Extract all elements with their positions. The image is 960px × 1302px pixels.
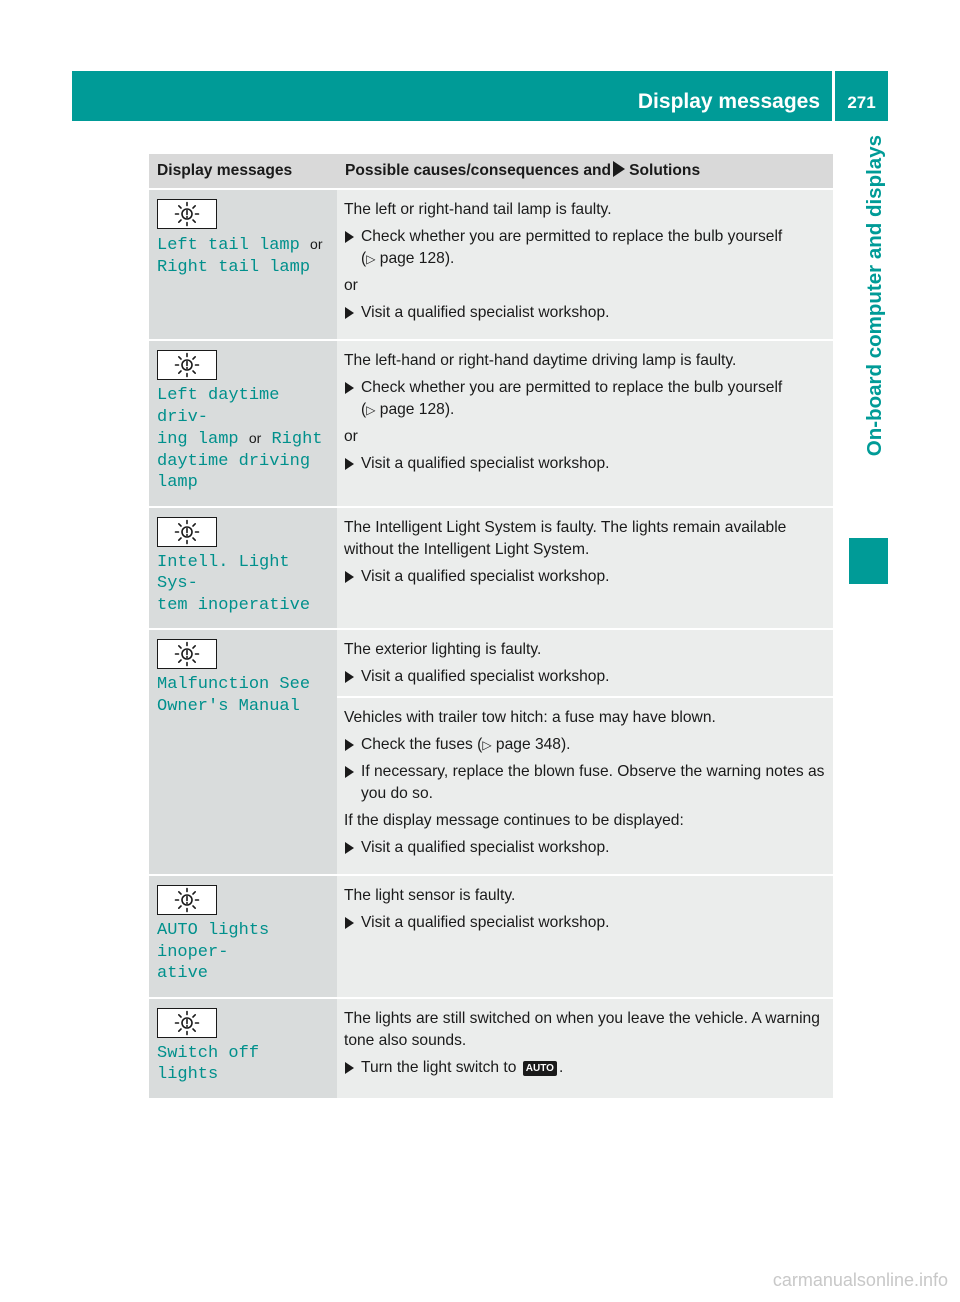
message-text: Left daytime driv‐	[157, 386, 280, 427]
bulb-warning-icon	[157, 350, 217, 380]
or-text: or	[344, 428, 358, 445]
bulb-warning-icon	[157, 199, 217, 229]
bulb-warning-icon	[157, 517, 217, 547]
message-text: Right	[271, 430, 323, 449]
cause-text: The Intelligent Light System is faulty. The lights remain available without the Intelligent Light System.	[344, 518, 787, 558]
message-text: ative	[157, 964, 209, 983]
action-item: Visit a qualified specialist workshop.	[344, 453, 825, 475]
or-label: or	[248, 430, 262, 446]
cause-text: The light sensor is faulty.	[344, 887, 516, 904]
message-text: tem inoperative	[157, 595, 311, 615]
message-cell	[149, 629, 337, 875]
page-reference-icon: ▷	[482, 738, 492, 752]
column-header-solutions-text: Solutions	[629, 162, 701, 179]
column-header-causes	[337, 154, 833, 189]
solution-cell	[337, 189, 833, 340]
chapter-tab-marker	[849, 538, 888, 584]
message-cell	[149, 998, 337, 1099]
column-header-causes-text: Possible causes/consequences and	[345, 162, 612, 179]
solutions-arrow-icon	[613, 161, 625, 177]
solution-cell	[337, 507, 833, 630]
solution-cell	[337, 340, 833, 507]
action-item: Visit a qualified specialist workshop.	[344, 912, 825, 934]
table-header-row	[149, 154, 833, 189]
page-title: Display messages	[637, 90, 820, 113]
action-arrow-icon	[345, 671, 354, 683]
message-text: ing lamp	[157, 430, 239, 449]
action-item: Turn the light switch to AUTO .	[344, 1057, 825, 1079]
row-divider	[337, 696, 833, 698]
chapter-tab-label: On-board computer and displays	[863, 135, 886, 457]
message-text: Right tail lamp	[157, 257, 311, 277]
message-cell	[149, 340, 337, 507]
action-arrow-icon	[345, 571, 354, 583]
action-item: Visit a qualified specialist workshop.	[344, 837, 825, 859]
page-reference-icon: ▷	[366, 252, 376, 266]
action-arrow-icon	[345, 231, 354, 243]
cause-text: The left or right-hand tail lamp is faulty.	[344, 201, 612, 218]
message-text: Malfunction See	[157, 675, 311, 694]
header-bar	[72, 71, 888, 121]
action-item: Visit a qualified specialist workshop.	[344, 666, 825, 688]
table-row	[149, 340, 833, 507]
page-reference: page 348).	[495, 736, 571, 753]
message-text: AUTO	[157, 921, 198, 940]
message-text: Switch off lights	[157, 1043, 260, 1084]
column-header-messages: Display messages	[149, 154, 337, 189]
message-cell	[149, 507, 337, 630]
message-text: Intell. Light Sys‐	[157, 552, 290, 593]
watermark: carmanualsonline.info	[772, 1270, 948, 1290]
display-messages-table	[149, 154, 833, 1100]
action-arrow-icon	[345, 458, 354, 470]
note-text: If the display message continues to be displayed:	[344, 812, 684, 829]
cause-text: The lights are still switched on when you leave the vehicle. A warning tone also sounds.	[344, 1009, 820, 1049]
message-text: daytime driving	[157, 451, 311, 471]
table-row	[149, 189, 833, 340]
auto-switch-icon: AUTO	[523, 1061, 557, 1076]
bulb-warning-icon	[157, 639, 217, 669]
message-text: Left tail lamp	[157, 236, 300, 255]
action-arrow-icon	[345, 307, 354, 319]
solution-cell	[337, 629, 833, 875]
cause-text: The exterior lighting is faulty.	[344, 641, 542, 658]
bulb-warning-icon	[157, 885, 217, 915]
action-item: Visit a qualified specialist workshop.	[344, 302, 825, 324]
page-reference: page 128).	[379, 250, 455, 267]
cause-text: Vehicles with trailer tow hitch: a fuse may have blown.	[344, 709, 716, 726]
table-row	[149, 998, 833, 1099]
action-item: Check the fuses (▷ page 348).	[344, 734, 825, 756]
action-arrow-icon	[345, 739, 354, 751]
message-cell	[149, 875, 337, 998]
table-row	[149, 875, 833, 998]
action-item: Check whether you are permitted to replace the bulb yourself (▷ page 128).	[344, 226, 825, 270]
action-arrow-icon	[345, 842, 354, 854]
solution-cell	[337, 998, 833, 1099]
message-text: Owner's Manual	[157, 696, 300, 716]
message-cell	[149, 189, 337, 340]
page-reference: page 128).	[379, 401, 455, 418]
table-row	[149, 629, 833, 875]
chapter-tab	[848, 135, 890, 535]
action-arrow-icon	[345, 382, 354, 394]
or-label: or	[310, 236, 323, 252]
bulb-warning-icon	[157, 1008, 217, 1038]
cause-text: The left-hand or right-hand daytime driving lamp is faulty.	[344, 352, 737, 369]
page-reference-icon: ▷	[366, 403, 376, 417]
table-row	[149, 507, 833, 630]
action-item: Visit a qualified specialist workshop.	[344, 566, 825, 588]
solution-cell	[337, 875, 833, 998]
action-item: Check whether you are permitted to replace the bulb yourself (▷ page 128).	[344, 377, 825, 421]
action-arrow-icon	[345, 917, 354, 929]
page-number: 271	[847, 93, 876, 112]
message-text: lamp	[157, 473, 198, 492]
action-arrow-icon	[345, 766, 354, 778]
action-arrow-icon	[345, 1062, 354, 1074]
action-item: If necessary, replace the blown fuse. Observe the warning notes as you do so.	[344, 761, 825, 805]
message-text: lights inoper‐	[157, 921, 270, 962]
or-text: or	[344, 277, 358, 294]
